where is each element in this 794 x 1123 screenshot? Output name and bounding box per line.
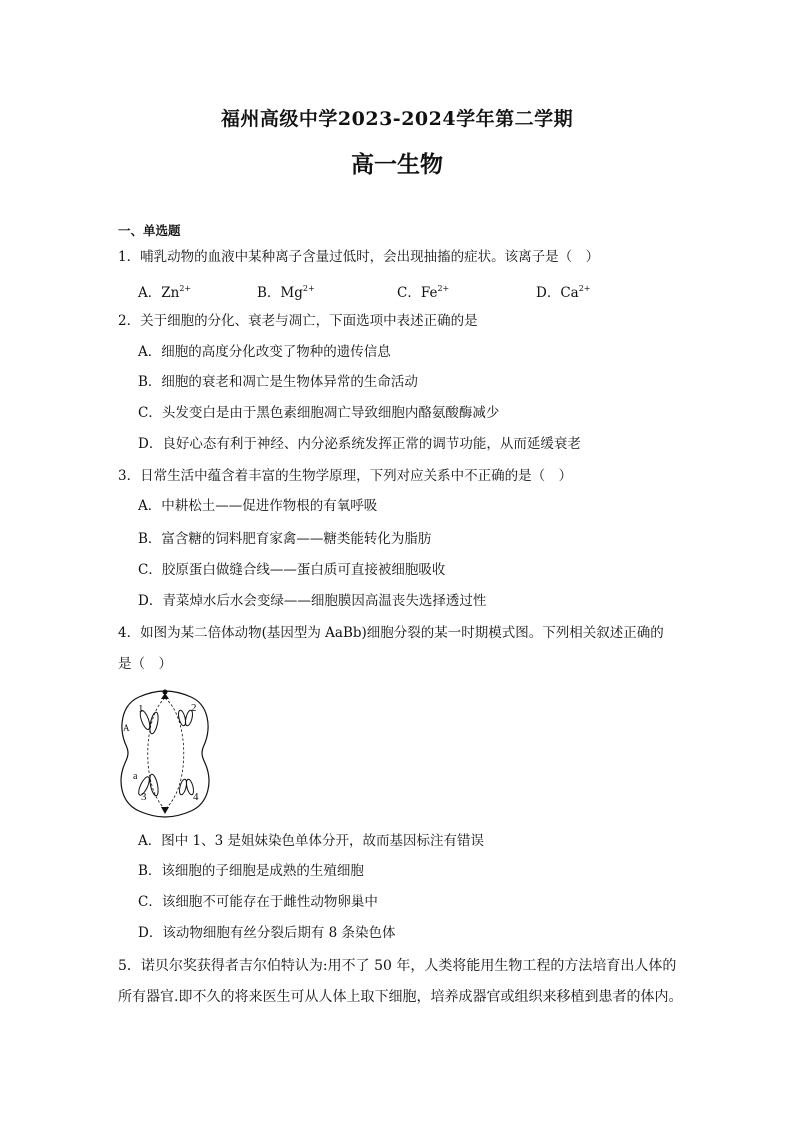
q1-option-c: C．$Fe^{2+}$ [397, 284, 450, 301]
label-1: 1 [138, 703, 144, 715]
q3-stem: 3．日常生活中蕴含着丰富的生物学原理，下列对应关系中不正确的是（ ） [118, 468, 573, 484]
spindle-left [148, 698, 165, 809]
label-4: 4 [193, 791, 199, 803]
q3-option-b: B．富含糖的饲料肥育家禽——糖类能转化为脂肪 [138, 531, 432, 547]
q3-option-c: C．胶原蛋白做缝合线——蛋白质可直接被细胞吸收 [138, 562, 446, 578]
q5-stem-line1: 5．诺贝尔奖获得者吉尔伯特认为:用不了 50 年，人类将能用生物工程的方法培育出人体的 [118, 958, 677, 974]
centrosome-bottom [161, 807, 169, 814]
q1-option-b: B．$Mg^{2+}$ [257, 284, 315, 301]
label-2: 2 [191, 702, 197, 714]
q4-option-a: A．图中 1、3 是姐妹染色单体分开，故而基因标注有错误 [138, 833, 485, 849]
q4-stem-line2: 是（ ） [118, 656, 172, 672]
q1-stem: 1．哺乳动物的血液中某种离子含量过低时，会出现抽搐的症状。该离子是（ ） [118, 249, 600, 265]
q4-stem-line1: 4．如图为某二倍体动物(基因型为 AaBb)细胞分裂的某一时期模式图。下列相关叙述正确的 [118, 625, 664, 641]
q1-option-d: D．$Ca^{2+}$ [536, 284, 591, 301]
q3-option-a: A．中耕松土——促进作物根的有氧呼吸 [138, 498, 378, 514]
label-3: 3 [141, 791, 147, 803]
q4-option-c: C．该细胞不可能存在于雌性动物卵巢中 [138, 894, 378, 910]
spindle-right [165, 698, 184, 809]
centrosome-top-dot [163, 690, 168, 695]
q2-option-b: B．细胞的衰老和凋亡是生物体异常的生命活动 [138, 374, 418, 390]
exam-title: 福州高级中学2023-2024学年第二学期 [220, 108, 574, 130]
section-heading: 一、单选题 [118, 223, 181, 238]
label-a-upper: A [123, 723, 130, 733]
q2-option-a: A．细胞的高度分化改变了物种的遗传信息 [138, 344, 391, 360]
q4-option-d: D．该动物细胞有丝分裂后期有 8 条染色体 [138, 925, 396, 941]
q2-option-d: D．良好心态有利于神经、内分泌系统发挥正常的调节功能，从而延缓衰老 [138, 436, 581, 452]
q2-option-c: C．头发变白是由于黑色素细胞凋亡导致细胞内酪氨酸酶减少 [138, 405, 500, 421]
q3-option-d: D．青菜焯水后水会变绿——细胞膜因高温丧失选择透过性 [138, 593, 487, 609]
q1-option-a: A．$Zn^{2+}$ [138, 284, 192, 301]
q2-stem: 2．关于细胞的分化、衰老与凋亡，下面选项中表述正确的是 [118, 313, 478, 329]
cell-division-diagram [117, 687, 213, 819]
label-a-lower: a [133, 771, 138, 782]
exam-subject: 高一生物 [351, 151, 443, 178]
q4-option-b: B．该细胞的子细胞是成熟的生殖细胞 [138, 863, 364, 879]
chromosome-3b [148, 774, 159, 797]
q5-stem-line2: 所有器官.即不久的将来医生可从人体上取下细胞，培养成器官或组织来移植到患者的体内。 [118, 989, 683, 1005]
